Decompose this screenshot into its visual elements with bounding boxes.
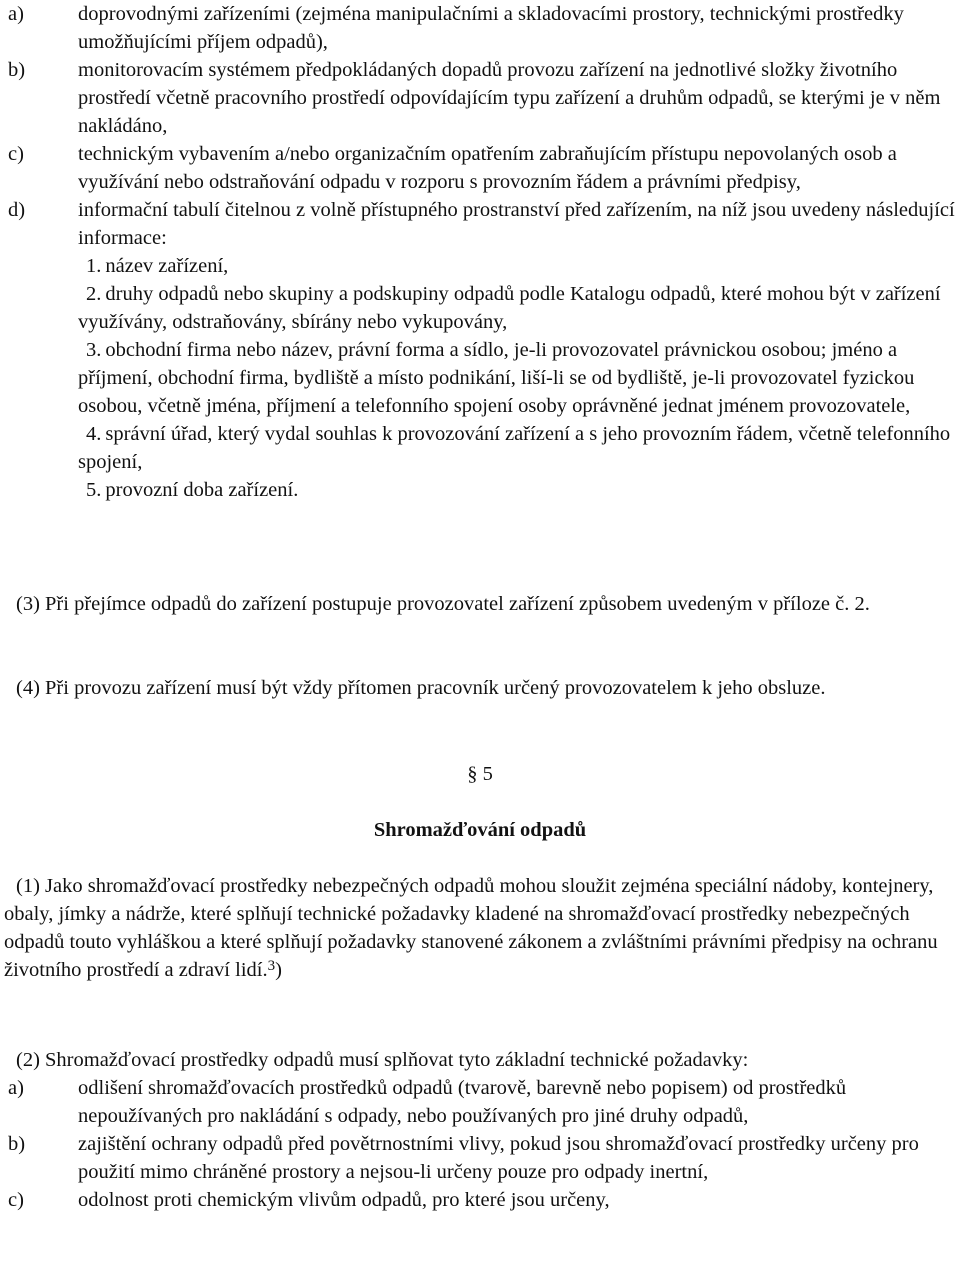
list-item-text: technickým vybavením a/nebo organizačním opatřením zabraňujícím přístupu nepovolaných osob a využívání nebo odstraňování odpadu v rozporu s provozním řádem a právními předpisy, (78, 143, 897, 193)
numbered-marker: 1. (86, 255, 102, 277)
list-item (0, 196, 960, 504)
list-item (0, 1130, 960, 1186)
numbered-list (78, 252, 960, 504)
paragraph-4 (0, 674, 954, 702)
list-item (0, 0, 960, 56)
numbered-item (78, 476, 960, 504)
footnote-close-paren: ) (275, 959, 282, 981)
numbered-item-text: druhy odpadů nebo skupiny a podskupiny odpadů podle Katalogu odpadů, které mohou být v zařízení využívány, odstraňovány, sbírány nebo vykupovány, (78, 283, 941, 333)
section-paragraph-2 (0, 1046, 956, 1074)
numbered-item-text: obchodní firma nebo název, právní forma a sídlo, je-li provozovatel právnickou osobou; jméno a příjmení, obchodní firma, bydliště a místo podnikání, liší-li se od bydliště, je-li provozovatel fyzickou osobou, včetně jména, příjmení a telefonního spojení osoby oprávněné jednat jménem provozovatele, (78, 339, 915, 417)
numbered-item-text: správní úřad, který vydal souhlas k provozování zařízení a s jeho provozním řádem, včetně telefonního spojení, (78, 423, 951, 473)
paragraph-text: (4) Při provozu zařízení musí být vždy přítomen pracovník určený provozovatelem k jeho obsluze. (16, 677, 826, 699)
numbered-item (78, 336, 960, 420)
list-marker: d) (8, 199, 26, 221)
numbered-item (78, 252, 960, 280)
list-marker: c) (8, 143, 24, 165)
section-heading (0, 816, 960, 844)
list-item-text: zajištění ochrany odpadů před povětrnostními vlivy, pokud jsou shromažďovací prostředky určeny pro použití mimo chráněné prostory a nejsou-li určeny pouze pro odpady inertní, (78, 1133, 919, 1183)
paragraph-text: (3) Při přejímce odpadů do zařízení postupuje provozovatel zařízení způsobem uvedeným v příloze č. 2. (16, 593, 870, 615)
paragraph-text: (1) Jako shromažďovací prostředky nebezpečných odpadů mohou sloužit zejména speciální nádoby, kontejnery, obaly, jímky a nádrže, které splňují technické požadavky kladené na shromažďovací prostředky nebezpečných odpadů touto vyhláškou a které splňují požadavky stanovené zákonem a zvláštními právními předpisy na ochranu životního prostředí a zdraví lidí. (4, 875, 938, 981)
list-marker: a) (8, 1077, 24, 1099)
numbered-item-text: název zařízení, (105, 255, 229, 277)
list-item (0, 140, 960, 196)
list-marker: b) (8, 1133, 26, 1155)
numbered-item (78, 280, 960, 336)
list-technical-requirements (0, 1074, 960, 1214)
list-marker: b) (8, 59, 26, 81)
list-requirements (0, 0, 960, 504)
section-number (0, 760, 960, 788)
list-item-text: doprovodnými zařízeními (zejména manipulačními a skladovacími prostory, technickými prostředky umožňujícími příjem odpadů), (78, 3, 904, 53)
list-item (0, 1186, 960, 1214)
list-item-text: monitorovacím systémem předpokládaných dopadů provozu zařízení na jednotlivé složky životního prostředí včetně pracovního prostředí odpovídajícím typu zařízení a druhům odpadů, se kterými je v něm nakládáno, (78, 59, 941, 137)
footnote-reference: 3 (267, 958, 276, 974)
numbered-marker: 4. (86, 423, 102, 445)
section-sign: § 5 (467, 763, 493, 785)
numbered-marker: 3. (86, 339, 102, 361)
list-item-text: informační tabulí čitelnou z volně přístupného prostranství před zařízením, na níž jsou uvedeny následující informace: (78, 199, 955, 249)
list-item-text: odolnost proti chemickým vlivům odpadů, pro které jsou určeny, (78, 1189, 610, 1211)
section-paragraph-1 (0, 872, 956, 984)
paragraph-3 (0, 590, 954, 618)
list-item (0, 1074, 960, 1130)
list-item-text: odlišení shromažďovacích prostředků odpadů (tvarově, barevně nebo popisem) od prostředků nepoužívaných pro nakládání s odpady, nebo používaných pro jiné druhy odpadů, (78, 1077, 847, 1127)
section-title: Shromažďování odpadů (373, 819, 587, 841)
paragraph-text: (2) Shromažďovací prostředky odpadů musí splňovat tyto základní technické požadavky: (16, 1049, 749, 1071)
numbered-item (78, 420, 960, 476)
list-marker: a) (8, 3, 24, 25)
numbered-marker: 5. (86, 479, 102, 501)
numbered-marker: 2. (86, 283, 102, 305)
numbered-item-text: provozní doba zařízení. (105, 479, 299, 501)
list-marker: c) (8, 1189, 24, 1211)
list-item (0, 56, 960, 140)
